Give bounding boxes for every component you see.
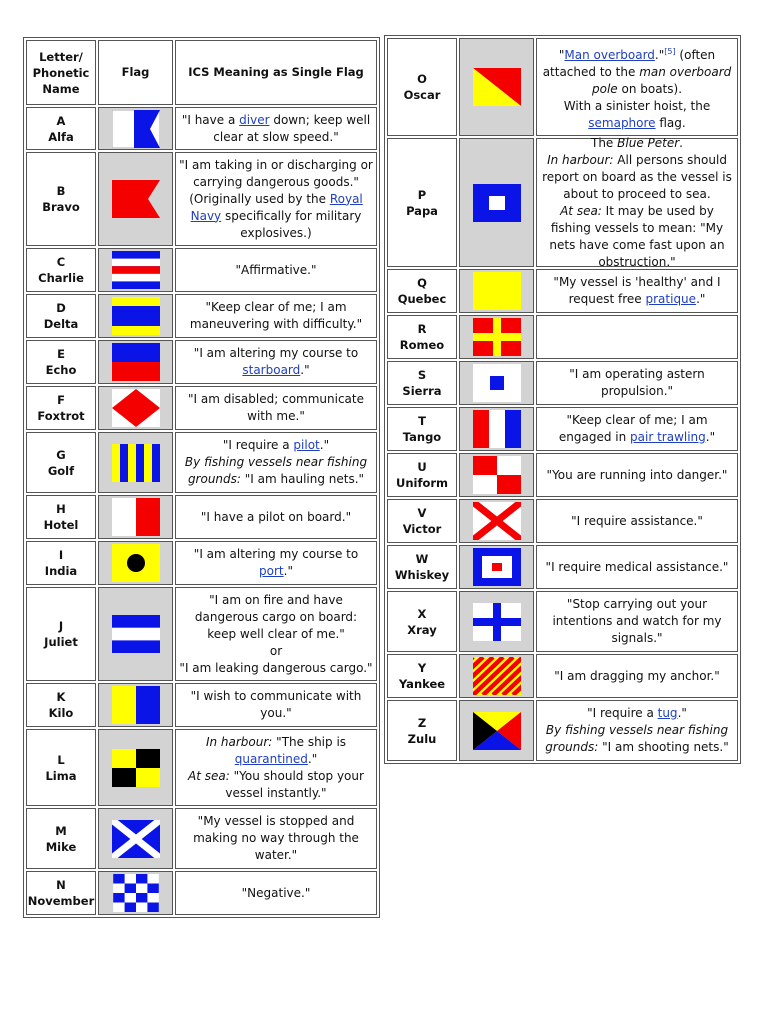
delta-flag-icon [112,297,160,335]
table-row: Y Yankee "I am dragging my anchor." [386,653,739,699]
man-overboard-link[interactable]: Man overboard [564,47,655,62]
table-row: K Kilo "I wish to communicate with you." [25,682,378,728]
november-flag-icon [112,874,160,912]
table-row [25,151,378,247]
starboard-link[interactable]: starboard [242,363,301,377]
alfa-flag-icon [112,110,160,148]
table-row: R Romeo [386,314,739,360]
table-row [25,106,378,151]
papa-flag-icon [473,184,521,222]
table-row: E Echo "I am altering my course to starboard." [25,339,378,385]
table-row: N November "Negative." [25,870,378,916]
kilo-flag-icon [112,686,160,724]
header-meaning: ICS Meaning as Single Flag [175,40,377,105]
letter: A [56,113,66,128]
reference-link[interactable]: [5] [664,46,676,56]
table-row: G Golf "I require a pilot." By fishing vessels near fishing grounds: "I am hauling nets." [25,431,378,494]
hotel-flag-icon [112,498,160,536]
golf-flag-icon [112,444,160,482]
table-row: W Whiskey "I require medical assistance." [386,544,739,590]
whiskey-flag-icon [473,548,521,586]
zulu-flag-icon [473,712,521,750]
romeo-flag-icon [473,318,521,356]
table-row: J Juliet "I am on fire and have dangerous cargo on board: keep well clear of me." or "I am leaking dangerous cargo." [25,586,378,682]
quebec-flag-icon [473,272,521,310]
letter-cell [26,107,96,150]
table-row: X Xray "Stop carrying out your intentions and watch for my signals." [386,590,739,653]
table-row: D Delta "Keep clear of me; I am maneuvering with difficulty." [25,293,378,339]
table-row: T Tango "Keep clear of me; I am engaged in pair trawling." [386,406,739,452]
table-row: H Hotel "I have a pilot on board." [25,494,378,540]
flag-table-left [23,37,380,918]
lima-flag-icon [112,749,160,787]
flag-table-right [384,35,741,764]
table-row: F Foxtrot "I am disabled; communicate with me." [25,385,378,431]
semaphore-link[interactable]: semaphore [588,115,656,130]
meaning-cell: "I am taking in or discharging or carrying dangerous goods." (Originally used by the Royal Navy specifically for military explosives.) [175,152,377,246]
uniform-flag-icon [473,456,521,494]
sierra-flag-icon [473,364,521,402]
flag-cell [98,152,173,246]
tango-flag-icon [473,410,521,448]
table-row: C Charlie "Affirmative." [25,247,378,293]
table-row: Z Zulu "I require a tug." By fishing vessels near fishing grounds: "I am shooting nets." [386,699,739,762]
charlie-flag-icon [112,251,160,289]
letter-cell: B Bravo [26,152,96,246]
meaning-cell: "I have a diver down; keep well clear at slow speed." [175,107,377,150]
pair-trawling-link[interactable]: pair trawling [630,430,706,444]
oscar-flag-icon [473,68,521,106]
echo-flag-icon [112,343,160,381]
table-row: V Victor "I require assistance." [386,498,739,544]
flag-cell [98,107,173,150]
royal-navy-link[interactable]: Royal Navy [190,191,363,223]
pilot-link[interactable]: pilot [293,438,320,452]
victor-flag-icon [473,502,521,540]
juliet-flag-icon [112,615,160,653]
header-letter: Letter/ Phonetic Name [26,40,96,105]
bravo-flag-icon [112,180,160,218]
header-flag: Flag [98,40,173,105]
tug-link[interactable]: tug [657,706,678,720]
xray-flag-icon [473,603,521,641]
table-row: L Lima In harbour: "The ship is quarantined." At sea: "You should stop your vessel instantly." [25,728,378,807]
table-row: P Papa The Blue Peter. In harbour: All persons should report on board as the vessel is about to proceed to sea. At sea: It may be used by fishing vessels to mean: "My nets have come fast upon an obstruction." [386,137,739,268]
table-row: S Sierra "I am operating astern propulsion." [386,360,739,406]
table-header [25,39,378,106]
port-link[interactable]: port [259,564,284,578]
yankee-flag-icon [473,657,521,695]
table-row: O Oscar "Man overboard."[5] (often attached to the man overboard pole on boats). With a sinister hoist, the semaphore flag. [386,37,739,137]
india-flag-icon [112,544,160,582]
table-row: Q Quebec "My vessel is 'healthy' and I request free pratique." [386,268,739,314]
mike-flag-icon [112,820,160,858]
table-row: M Mike "My vessel is stopped and making no way through the water." [25,807,378,870]
table-row: I India "I am altering my course to port." [25,540,378,586]
pratique-link[interactable]: pratique [645,292,697,306]
table-row: U Uniform "You are running into danger." [386,452,739,498]
quarantined-link[interactable]: quarantined [234,751,308,766]
phonetic-name: Alfa [48,129,74,144]
foxtrot-flag-icon [112,389,160,427]
diver-link[interactable]: diver [239,112,270,127]
